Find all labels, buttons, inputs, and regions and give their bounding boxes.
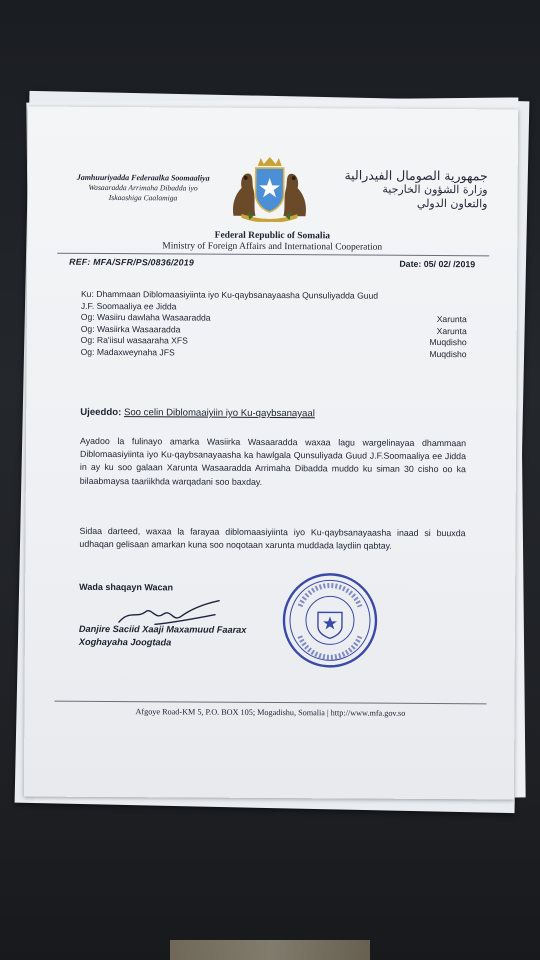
body-paragraph-2: Sidaa darteed, waxaa la farayaa diblomaasiyiinta iyo Ku-qaybsanayaasha inaad si buuxda udhaqan gelisaan amarkan kuna soo noqotaan xarunta muddada laydiin qabtay. — [79, 525, 466, 551]
letterhead-arabic-line-2: وزارة الشؤون الخارجية — [382, 182, 488, 197]
recipient-block — [81, 289, 467, 361]
recipient-ku-text: Dhammaan Diblomaasiyiinta iyo Ku-qaybsanayaasha Qunsuliyadda Guud — [96, 288, 379, 301]
letterhead-english — [137, 230, 407, 254]
letterhead-arabic-line-3: والتعاون الدولي — [416, 196, 488, 211]
cc-location: Muqdisho — [429, 337, 467, 348]
cc-recipient: Og: Ra'iisul wasaaraha XFS — [80, 335, 188, 346]
letterhead-english-line-1: Federal Republic of Somalia — [214, 230, 331, 242]
letter-date: Date: 05/ 02/ /2019 — [399, 258, 476, 270]
letterhead-somali — [56, 173, 231, 204]
cc-row — [81, 347, 467, 361]
letterhead-arabic-line-1: جمهورية الصومال الفيدرالية — [344, 167, 488, 184]
letterhead-somali-line-1: Jamhuuriyadda Federaalka Soomaaliya — [76, 172, 210, 183]
cc-recipient: Og: Wasiiru dawlaha Wasaaradda — [80, 312, 211, 323]
header-divider — [57, 253, 489, 257]
letter-page — [24, 107, 518, 800]
footer-divider — [54, 701, 486, 705]
recipient-primary-line-2: J.F. Soomaaliya ee Jidda — [80, 300, 177, 312]
recipient-ku-label: Ku: — [80, 288, 94, 299]
coat-of-arms-icon — [227, 156, 311, 223]
floor-strip — [170, 940, 370, 960]
letterhead-arabic — [307, 168, 487, 211]
letterhead-somali-line-2: Wasaaradda Arrimaha Dibadda iyo — [88, 182, 198, 193]
official-stamp-icon — [280, 570, 381, 671]
cc-recipient: Og: Madaxweynaha JFS — [80, 346, 175, 358]
subject-line — [80, 407, 315, 419]
cc-location: Muqdisho — [429, 348, 467, 360]
letterhead-somali-line-3: Iskaashiga Caalamiga — [108, 193, 178, 203]
signer-name: Danjire Saciid Xaaji Maxamuud Faarax — [78, 623, 247, 635]
cc-recipient: Og: Wasiirka Wasaaradda — [80, 323, 181, 335]
letterhead-english-line-2: Ministry of Foreign Affairs and International Cooperation — [162, 241, 383, 253]
cc-location: Xarunta — [436, 314, 467, 325]
closing-salutation: Wada shaqayn Wacan — [79, 581, 174, 593]
subject-label: Ujeeddo: — [80, 406, 122, 419]
signer-title: Xoghayaha Joogtada — [78, 636, 172, 648]
body-paragraph-1: Ayadoo la fulinayo amarka Wasiirka Wasaaradda waxaa lagu wargelinayaa dhammaan Diblomaasiyiinta iyo Ku-qaybsanayaasha ka hawlgala Qunsuliyada Guud J.F.Soomaaliya ee Jidda in ay ku soo galaan Xarunta Wasaaradda Arrimaha Dibadda muddo ku siman 30 cisho oo ka bilaabmaysa taariikhda warqadani soo baxday. — [79, 435, 467, 487]
subject-text: Soo celin Diblomaaiyiin iyo Ku-qaybsanayaal — [123, 407, 315, 420]
footer-address: Afgoye Road-KM 5, P.O. BOX 105; Mogadishu, Somalia | http://www.mfa.gov.so — [135, 707, 406, 718]
reference-number: REF: MFA/SFR/PS/0836/2019 — [69, 256, 194, 268]
cc-location: Xarunta — [436, 325, 467, 336]
signer-block — [79, 623, 247, 650]
